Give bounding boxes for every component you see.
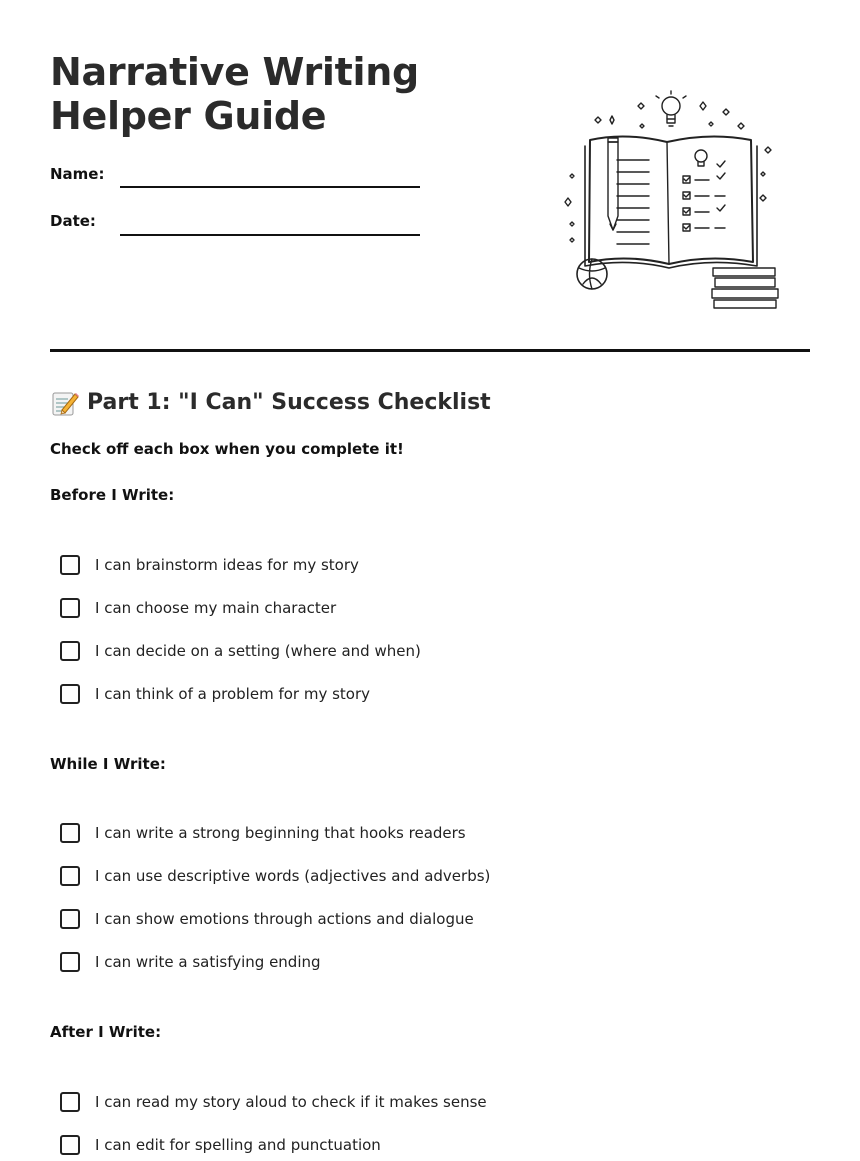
checklist-item-label: I can decide on a setting (where and when)	[95, 642, 421, 660]
name-line[interactable]	[120, 186, 420, 188]
date-field	[50, 212, 120, 230]
checklist-item-label: I can show emotions through actions and dialogue	[95, 910, 474, 928]
title-line-2: Helper Guide	[50, 94, 327, 138]
checklist-item	[60, 949, 321, 975]
checklist-item-label: I can think of a problem for my story	[95, 685, 371, 703]
section-heading-while: While I Write:	[50, 755, 166, 773]
checkbox[interactable]	[60, 866, 80, 886]
page-title	[50, 50, 419, 138]
title-line-1: Narrative Writing	[50, 50, 419, 94]
name-label: Name:	[50, 165, 105, 183]
date-label: Date:	[50, 212, 96, 230]
checklist-item-label: I can brainstorm ideas for my story	[95, 556, 359, 574]
checklist-item-label: I can use descriptive words (adjectives and adverbs)	[95, 867, 491, 885]
checklist-item	[60, 1089, 487, 1115]
checkbox[interactable]	[60, 952, 80, 972]
checkbox[interactable]	[60, 598, 80, 618]
part1-heading	[50, 386, 491, 420]
date-line[interactable]	[120, 234, 420, 236]
ball-icon	[577, 259, 607, 289]
notebook-icon	[585, 136, 757, 268]
checklist-item	[60, 906, 474, 932]
notebook-lightbulb-icon	[555, 90, 795, 315]
section-heading-after: After I Write:	[50, 1023, 162, 1041]
lightbulb-icon	[656, 91, 686, 126]
section-heading-before: Before I Write:	[50, 486, 175, 504]
checklist-item	[60, 595, 336, 621]
checklist-item-label: I can write a strong beginning that hooks readers	[95, 824, 466, 842]
checkbox[interactable]	[60, 823, 80, 843]
checklist-instructions: Check off each box when you complete it!	[50, 440, 404, 458]
checklist-item-label: I can read my story aloud to check if it makes sense	[95, 1093, 487, 1111]
checklist-item	[60, 1132, 381, 1158]
memo-pencil-icon	[50, 388, 80, 418]
checklist-item-label: I can choose my main character	[95, 599, 337, 617]
checklist-item	[60, 863, 490, 889]
checkbox[interactable]	[60, 684, 80, 704]
checkbox[interactable]	[60, 555, 80, 575]
checkbox[interactable]	[60, 1135, 80, 1155]
checklist-item	[60, 552, 359, 578]
name-field	[50, 165, 120, 183]
checklist-item	[60, 681, 370, 707]
checklist-item-label: I can write a satisfying ending	[95, 953, 321, 971]
book-stack-icon	[712, 268, 778, 308]
part1-title: Part 1: "I Can" Success Checklist	[87, 390, 491, 415]
checklist-item	[60, 820, 466, 846]
checklist-item	[60, 638, 421, 664]
checklist-item-label: I can edit for spelling and punctuation	[95, 1136, 381, 1154]
checkbox[interactable]	[60, 1092, 80, 1112]
checkbox[interactable]	[60, 641, 80, 661]
checkbox[interactable]	[60, 909, 80, 929]
section-divider	[50, 349, 810, 352]
